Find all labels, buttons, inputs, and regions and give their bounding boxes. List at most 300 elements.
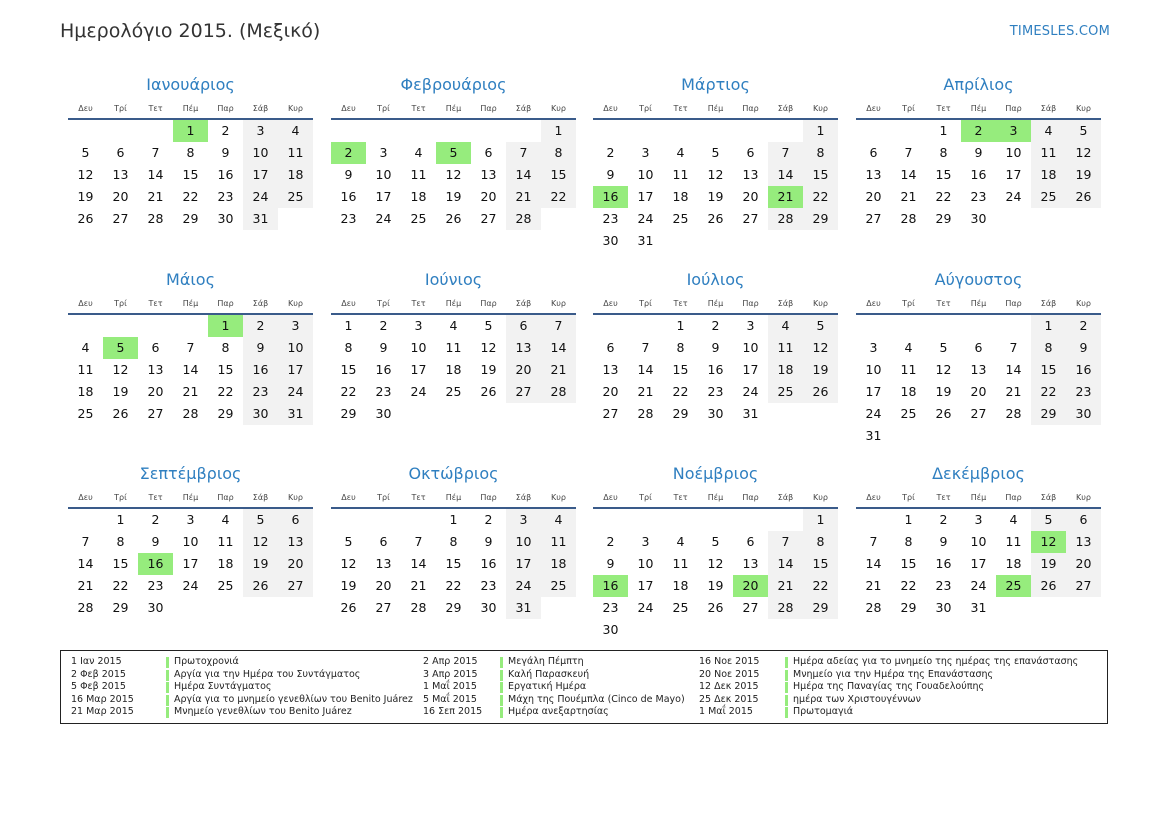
- week-row: [68, 164, 313, 186]
- weekday-label: Δευ: [603, 104, 618, 113]
- empty-day-cell: [593, 509, 628, 531]
- holiday-day-cell: 3: [996, 120, 1031, 142]
- day-cell: 18: [77, 384, 94, 399]
- legend-marker: [166, 695, 169, 706]
- day-cell: 29: [340, 406, 357, 421]
- weekday-label: Δευ: [603, 299, 618, 308]
- empty-day-cell: [278, 208, 313, 230]
- legend-date: 2 Απρ 2015: [423, 656, 478, 667]
- empty-day-cell: [768, 120, 803, 142]
- day-cell: 16: [375, 362, 392, 377]
- month-block: [331, 70, 576, 230]
- day-cell: 13: [742, 556, 759, 571]
- empty-day-cell: [996, 597, 1031, 619]
- day-cell: 30: [970, 211, 987, 226]
- weekend-day-cell: 3: [506, 509, 541, 531]
- day-cell: 8: [221, 340, 230, 355]
- weekday-label: Τετ: [148, 299, 163, 308]
- month-block: [331, 265, 576, 425]
- legend-date: 3 Απρ 2015: [423, 668, 478, 680]
- week-row: [593, 186, 838, 208]
- empty-day-cell: [1066, 597, 1101, 619]
- legend-marker: [166, 670, 169, 681]
- day-cell: 30: [147, 600, 164, 615]
- empty-day-cell: [541, 208, 576, 230]
- empty-day-cell: [68, 509, 103, 531]
- month-block: [593, 459, 838, 641]
- weekend-day-cell: 20: [278, 553, 313, 575]
- day-cell: 25: [900, 406, 917, 421]
- weekend-day-cell: 17: [243, 164, 278, 186]
- weekend-day-cell: 27: [278, 575, 313, 597]
- weekend-day-cell: 3: [243, 120, 278, 142]
- legend-marker: [166, 707, 169, 718]
- day-cell: 11: [77, 362, 94, 377]
- empty-day-cell: [961, 425, 996, 447]
- week-row: [331, 575, 576, 597]
- day-cell: 29: [182, 211, 199, 226]
- weekend-day-cell: 29: [803, 208, 838, 230]
- holiday-day-cell: 16: [593, 575, 628, 597]
- weekday-label: Τετ: [148, 493, 163, 502]
- week-row: [593, 381, 838, 403]
- weekend-day-cell: 21: [768, 575, 803, 597]
- day-cell: 25: [445, 384, 462, 399]
- empty-day-cell: [243, 597, 278, 619]
- weekday-label: Πέμ: [445, 493, 462, 502]
- day-cell: 22: [182, 189, 199, 204]
- weekday-header: [331, 100, 576, 120]
- week-row: [856, 381, 1101, 403]
- day-cell: 21: [77, 578, 94, 593]
- day-cell: 3: [746, 318, 755, 333]
- weekday-label: Τρί: [114, 299, 127, 308]
- day-cell: 23: [340, 211, 357, 226]
- day-cell: 5: [344, 534, 353, 549]
- weekday-label: Παρ: [480, 104, 497, 113]
- day-cell: 1: [344, 318, 353, 333]
- day-cell: 28: [182, 406, 199, 421]
- legend-holiday-name: Μνημείο για την Ημέρα της Επανάστασης: [793, 668, 994, 680]
- weekend-day-cell: 15: [541, 164, 576, 186]
- page-title: Ημερολόγιο 2015. (Μεξικό): [60, 20, 321, 42]
- weekday-label: Παρ: [480, 493, 497, 502]
- month-block: [593, 70, 838, 252]
- weekend-day-cell: 8: [1031, 337, 1066, 359]
- weekend-day-cell: 30: [243, 403, 278, 425]
- day-cell: 4: [449, 318, 458, 333]
- day-cell: 18: [410, 189, 427, 204]
- day-cell: 15: [182, 167, 199, 182]
- weekday-label: Δευ: [866, 104, 881, 113]
- week-row: [331, 597, 576, 619]
- day-cell: 10: [970, 534, 987, 549]
- month-name: Αύγουστος: [934, 270, 1023, 289]
- weekend-day-cell: 26: [243, 575, 278, 597]
- week-row: [856, 208, 1101, 230]
- day-cell: 23: [935, 578, 952, 593]
- day-cell: 19: [707, 578, 724, 593]
- day-cell: 27: [742, 211, 759, 226]
- day-cell: 1: [449, 512, 458, 527]
- weekday-label: Πέμ: [970, 104, 987, 113]
- day-cell: 24: [410, 384, 427, 399]
- empty-day-cell: [803, 230, 838, 252]
- weekday-header: [68, 489, 313, 509]
- empty-day-cell: [628, 509, 663, 531]
- weekend-day-cell: 24: [506, 575, 541, 597]
- day-cell: 23: [602, 600, 619, 615]
- week-row: [331, 403, 576, 425]
- day-cell: 10: [637, 556, 654, 571]
- weekend-day-cell: 9: [1066, 337, 1101, 359]
- weekday-label: Σάβ: [777, 299, 794, 308]
- day-cell: 6: [116, 145, 125, 160]
- weekday-label: Πέμ: [182, 493, 199, 502]
- weekday-header: [593, 100, 838, 120]
- day-cell: 17: [742, 362, 759, 377]
- empty-day-cell: [103, 315, 138, 337]
- day-cell: 4: [904, 340, 913, 355]
- week-row: [856, 186, 1101, 208]
- weekend-day-cell: 8: [541, 142, 576, 164]
- weekend-day-cell: 1: [803, 120, 838, 142]
- empty-day-cell: [891, 315, 926, 337]
- day-cell: 15: [217, 362, 234, 377]
- day-cell: 17: [1005, 167, 1022, 182]
- empty-day-cell: [208, 597, 243, 619]
- day-cell: 17: [865, 384, 882, 399]
- week-row: [856, 315, 1101, 337]
- weekday-label: Δευ: [78, 299, 93, 308]
- day-cell: 8: [449, 534, 458, 549]
- day-cell: 4: [676, 145, 685, 160]
- day-cell: 6: [746, 145, 755, 160]
- day-cell: 4: [676, 534, 685, 549]
- weekend-day-cell: 7: [768, 142, 803, 164]
- day-cell: 7: [414, 534, 423, 549]
- weekday-label: Τρί: [114, 104, 127, 113]
- day-cell: 12: [707, 556, 724, 571]
- weekend-day-cell: 5: [1066, 120, 1101, 142]
- day-cell: 11: [1005, 534, 1022, 549]
- day-cell: 8: [939, 145, 948, 160]
- weekday-label: Σάβ: [777, 493, 794, 502]
- day-cell: 11: [217, 534, 234, 549]
- day-cell: 9: [939, 534, 948, 549]
- weekend-day-cell: 26: [1066, 186, 1101, 208]
- day-cell: 2: [379, 318, 388, 333]
- month-block: [68, 459, 313, 619]
- weekend-day-cell: 26: [1031, 575, 1066, 597]
- weekend-day-cell: 11: [278, 142, 313, 164]
- weekend-day-cell: 2: [243, 315, 278, 337]
- weekday-label: Παρ: [1005, 493, 1022, 502]
- weekday-label: Σάβ: [252, 299, 269, 308]
- weekend-day-cell: 22: [541, 186, 576, 208]
- day-cell: 24: [182, 578, 199, 593]
- month-block: [856, 70, 1101, 230]
- day-cell: 3: [414, 318, 423, 333]
- day-cell: 13: [147, 362, 164, 377]
- weekday-label: Σάβ: [1040, 104, 1057, 113]
- day-cell: 23: [970, 189, 987, 204]
- week-row: [68, 553, 313, 575]
- weekday-label: Τρί: [377, 493, 390, 502]
- day-cell: 2: [606, 145, 615, 160]
- legend-holiday-name: Ημέρα της Παναγίας της Γουαδελούπης: [793, 681, 985, 692]
- weekday-label: Κυρ: [1076, 493, 1091, 502]
- day-cell: 5: [711, 534, 720, 549]
- weekend-day-cell: 2: [1066, 315, 1101, 337]
- day-cell: 29: [672, 406, 689, 421]
- legend-date: 2 Φεβ 2015: [71, 668, 126, 680]
- weekday-label: Τετ: [936, 104, 951, 113]
- legend-marker: [500, 682, 503, 693]
- weekend-day-cell: 30: [1066, 403, 1101, 425]
- day-cell: 18: [900, 384, 917, 399]
- legend-date: 12 Δεκ 2015: [699, 681, 759, 692]
- legend-date: 21 Μαρ 2015: [71, 706, 134, 717]
- weekend-day-cell: 7: [506, 142, 541, 164]
- weekday-label: Σάβ: [515, 493, 532, 502]
- empty-day-cell: [471, 120, 506, 142]
- empty-day-cell: [733, 230, 768, 252]
- weekday-header: [331, 489, 576, 509]
- day-cell: 30: [480, 600, 497, 615]
- day-cell: 10: [637, 167, 654, 182]
- weekend-day-cell: 31: [243, 208, 278, 230]
- week-row: [593, 619, 838, 641]
- legend-marker: [500, 657, 503, 668]
- day-cell: 27: [742, 600, 759, 615]
- empty-day-cell: [663, 120, 698, 142]
- weekend-day-cell: 8: [803, 531, 838, 553]
- empty-day-cell: [68, 120, 103, 142]
- weekend-day-cell: 1: [1031, 315, 1066, 337]
- weekday-label: Τετ: [411, 104, 426, 113]
- weekday-label: Πέμ: [445, 104, 462, 113]
- day-cell: 15: [340, 362, 357, 377]
- day-cell: 6: [606, 340, 615, 355]
- weekday-label: Τετ: [411, 493, 426, 502]
- weekend-day-cell: 25: [768, 381, 803, 403]
- weekend-day-cell: 22: [1031, 381, 1066, 403]
- weekend-day-cell: 23: [1066, 381, 1101, 403]
- week-row: [856, 120, 1101, 142]
- day-cell: 2: [606, 534, 615, 549]
- empty-day-cell: [803, 619, 838, 641]
- day-cell: 13: [112, 167, 129, 182]
- weekday-label: Πέμ: [707, 104, 724, 113]
- legend-holiday-name: Μάχη της Πουέμπλα (Cinco de Mayo): [508, 693, 685, 705]
- weekday-label: Τρί: [639, 493, 652, 502]
- weekday-header: [593, 489, 838, 509]
- holiday-day-cell: 16: [593, 186, 628, 208]
- day-cell: 24: [970, 578, 987, 593]
- day-cell: 7: [81, 534, 90, 549]
- weekday-label: Σάβ: [515, 299, 532, 308]
- day-cell: 11: [445, 340, 462, 355]
- holiday-day-cell: 25: [996, 575, 1031, 597]
- day-cell: 11: [672, 556, 689, 571]
- day-cell: 20: [865, 189, 882, 204]
- weekend-day-cell: 29: [1031, 403, 1066, 425]
- day-cell: 19: [112, 384, 129, 399]
- site-link[interactable]: TIMESLES.COM: [1009, 24, 1110, 39]
- day-cell: 7: [1009, 340, 1018, 355]
- week-row: [331, 337, 576, 359]
- weekday-label: Τετ: [673, 104, 688, 113]
- weekday-label: Πέμ: [970, 493, 987, 502]
- legend-marker: [785, 695, 788, 706]
- day-cell: 2: [221, 123, 230, 138]
- day-cell: 10: [1005, 145, 1022, 160]
- day-cell: 3: [974, 512, 983, 527]
- day-cell: 29: [445, 600, 462, 615]
- weekday-label: Τετ: [936, 493, 951, 502]
- weekend-day-cell: 13: [506, 337, 541, 359]
- weekday-label: Δευ: [866, 299, 881, 308]
- day-cell: 22: [935, 189, 952, 204]
- weekday-header: [331, 295, 576, 315]
- day-cell: 15: [672, 362, 689, 377]
- month-block: [856, 265, 1101, 447]
- day-cell: 2: [484, 512, 493, 527]
- day-cell: 19: [707, 189, 724, 204]
- day-cell: 14: [1005, 362, 1022, 377]
- weekday-label: Τετ: [673, 299, 688, 308]
- empty-day-cell: [173, 315, 208, 337]
- month-name: Οκτώβριος: [408, 464, 499, 483]
- day-cell: 25: [672, 600, 689, 615]
- day-cell: 21: [410, 578, 427, 593]
- weekend-day-cell: 27: [506, 381, 541, 403]
- week-row: [856, 425, 1101, 447]
- week-row: [593, 531, 838, 553]
- weekend-day-cell: 3: [278, 315, 313, 337]
- day-cell: 1: [939, 123, 948, 138]
- weekend-day-cell: 25: [1031, 186, 1066, 208]
- weekend-day-cell: 13: [278, 531, 313, 553]
- weekend-day-cell: 6: [278, 509, 313, 531]
- day-cell: 29: [935, 211, 952, 226]
- day-cell: 12: [445, 167, 462, 182]
- week-row: [331, 120, 576, 142]
- empty-day-cell: [436, 120, 471, 142]
- week-row: [856, 597, 1101, 619]
- weekday-header: [68, 100, 313, 120]
- week-row: [593, 120, 838, 142]
- week-row: [856, 164, 1101, 186]
- weekday-label: Κυρ: [1076, 299, 1091, 308]
- weekend-day-cell: 7: [541, 315, 576, 337]
- day-cell: 21: [1005, 384, 1022, 399]
- week-row: [331, 142, 576, 164]
- empty-day-cell: [366, 509, 401, 531]
- empty-day-cell: [541, 403, 576, 425]
- legend-date: 16 Σεπ 2015: [423, 706, 483, 717]
- empty-day-cell: [1066, 425, 1101, 447]
- day-cell: 28: [147, 211, 164, 226]
- empty-day-cell: [996, 425, 1031, 447]
- day-cell: 29: [112, 600, 129, 615]
- day-cell: 16: [340, 189, 357, 204]
- weekday-label: Σάβ: [252, 104, 269, 113]
- day-cell: 16: [480, 556, 497, 571]
- month-name: Μάιος: [166, 270, 215, 289]
- empty-day-cell: [996, 208, 1031, 230]
- empty-day-cell: [768, 509, 803, 531]
- day-cell: 16: [935, 556, 952, 571]
- day-cell: 20: [970, 384, 987, 399]
- day-cell: 30: [375, 406, 392, 421]
- day-cell: 20: [375, 578, 392, 593]
- weekend-day-cell: 19: [1066, 164, 1101, 186]
- legend-date: 20 Νοε 2015: [699, 668, 760, 680]
- week-row: [856, 359, 1101, 381]
- weekday-label: Τετ: [148, 104, 163, 113]
- weekend-day-cell: 17: [506, 553, 541, 575]
- day-cell: 6: [379, 534, 388, 549]
- weekday-label: Τρί: [114, 493, 127, 502]
- weekday-label: Τετ: [673, 493, 688, 502]
- day-cell: 24: [375, 211, 392, 226]
- month-name: Απρίλιος: [943, 75, 1014, 94]
- day-cell: 18: [217, 556, 234, 571]
- week-row: [856, 509, 1101, 531]
- week-row: [68, 315, 313, 337]
- weekend-day-cell: 15: [803, 164, 838, 186]
- week-row: [331, 509, 576, 531]
- weekend-day-cell: 25: [278, 186, 313, 208]
- empty-day-cell: [856, 315, 891, 337]
- day-cell: 27: [147, 406, 164, 421]
- day-cell: 14: [147, 167, 164, 182]
- day-cell: 27: [375, 600, 392, 615]
- day-cell: 9: [974, 145, 983, 160]
- day-cell: 9: [221, 145, 230, 160]
- month-block: [593, 265, 838, 425]
- legend-date: 1 Ιαν 2015: [71, 656, 122, 667]
- week-row: [68, 208, 313, 230]
- day-cell: 8: [186, 145, 195, 160]
- empty-day-cell: [1066, 208, 1101, 230]
- day-cell: 17: [637, 189, 654, 204]
- weekend-day-cell: 9: [243, 337, 278, 359]
- holiday-day-cell: 16: [138, 553, 173, 575]
- day-cell: 26: [340, 600, 357, 615]
- legend-holiday-name: Ημέρα Συντάγματος: [174, 681, 272, 692]
- day-cell: 14: [410, 556, 427, 571]
- day-cell: 22: [900, 578, 917, 593]
- weekday-header: [856, 100, 1101, 120]
- weekend-day-cell: 19: [803, 359, 838, 381]
- month-name: Νοέμβριος: [672, 464, 759, 483]
- legend-marker: [166, 657, 169, 668]
- weekday-label: Σάβ: [515, 104, 532, 113]
- month-block: [68, 265, 313, 425]
- weekday-label: Τρί: [639, 104, 652, 113]
- weekend-day-cell: 24: [278, 381, 313, 403]
- day-cell: 28: [77, 600, 94, 615]
- legend-holiday-name: Ημέρα αδείας για το μνημείο της ημέρας της επανάστασης: [793, 656, 1079, 667]
- day-cell: 9: [484, 534, 493, 549]
- weekday-label: Κυρ: [551, 299, 566, 308]
- weekend-day-cell: 28: [768, 208, 803, 230]
- holiday-day-cell: 12: [1031, 531, 1066, 553]
- day-cell: 20: [480, 189, 497, 204]
